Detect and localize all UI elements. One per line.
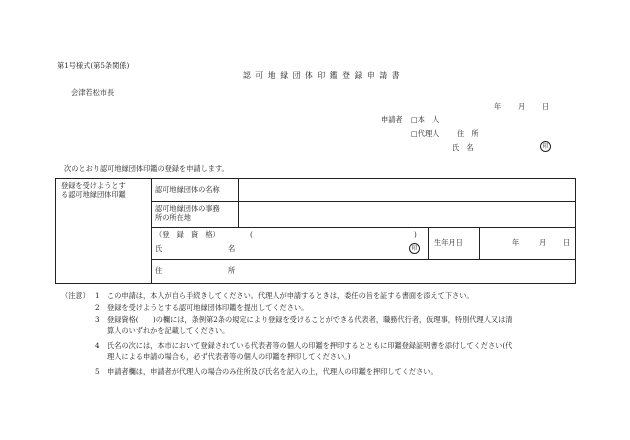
note-number: 4 [95, 341, 100, 350]
name-label-right: 名 [228, 244, 236, 253]
birthdate-label: 生年月日 [434, 238, 463, 247]
intro-text: 次のとおり認可地縁団体印鑑の登録を申請します。 [64, 164, 229, 173]
seal-icon: 印 [409, 243, 420, 254]
note-text: 算人のいずれかを記載してください。 [107, 326, 230, 335]
date-year: 年 [494, 102, 502, 111]
applicant-seal-icon: 印 [540, 141, 551, 152]
note-number: 1 [95, 291, 100, 300]
table-divider [428, 227, 429, 259]
address-label-right: 所 [228, 266, 236, 275]
page-title: 認可地縁団体印鑑登録申請書 [243, 71, 405, 80]
note-text: 理人による申請の場合も，必ず代表者等の個人の印鑑を押印してください。) [107, 352, 351, 361]
notes-label: （注意） [61, 291, 90, 300]
applicant-address-label: 住 所 [457, 129, 479, 138]
address-label-left: 住 [155, 266, 163, 275]
registration-table [55, 178, 576, 284]
note-text: 登録資格( )の欄には，条例第2条の規定により登録を受けることができる代表者，職務代行者，仮理事，特別代理人又は清 [107, 315, 513, 324]
seal-header-line2: る認可地縁団体印鑑 [61, 190, 126, 199]
date-day: 日 [542, 102, 550, 111]
applicant-agent-checkbox[interactable]: □代理人 [411, 129, 440, 138]
table-divider [151, 259, 575, 260]
table-divider [151, 227, 575, 228]
note-number: 5 [95, 367, 100, 376]
note-number: 3 [95, 315, 100, 324]
birth-month: 月 [539, 238, 547, 247]
table-divider [151, 201, 575, 202]
seal-header-line1: 登録を受けようとす [61, 181, 126, 190]
date-month: 月 [518, 102, 526, 111]
note-text: この申請は，本人が自ら手続きしてください。代理人が申請するときは，委任の旨を証する書面を添えて下さい。 [107, 291, 474, 300]
applicant-self-checkbox[interactable]: □本 人 [411, 115, 440, 124]
qualification-paren-open: ( [250, 230, 253, 239]
form-number: 第1号様式(第5条関係) [57, 61, 130, 70]
birth-day: 日 [563, 238, 571, 247]
table-divider [238, 178, 239, 227]
name-label-left: 氏 [155, 244, 163, 253]
office-label-line2: 所の所在地 [155, 213, 191, 222]
birth-year: 年 [512, 238, 520, 247]
note-text: 登録を受けようとする認可地縁団体印鑑を提出してください。 [107, 303, 309, 312]
qualification-label: （登 録 資 格） [155, 230, 220, 239]
table-divider [479, 227, 480, 259]
applicant-label: 申請者 [381, 115, 403, 124]
qualification-paren-close: ) [414, 230, 417, 239]
note-text: 氏名の次には，本市において登録されている代表者等の個人の印鑑を押印するとともに印鑑登録証明書を添付してください(代 [107, 341, 513, 350]
org-name-label: 認可地縁団体の名称 [155, 185, 220, 194]
table-divider [151, 178, 152, 283]
office-label-line1: 認可地縁団体の事務 [155, 204, 220, 213]
note-number: 2 [95, 303, 100, 312]
addressee: 会津若松市長 [71, 88, 115, 97]
note-text: 申請者欄は，申請者が代理人の場合のみ住所及び氏名を記入の上，代理人の印鑑を押印してください。 [107, 367, 438, 376]
applicant-name-label: 氏 名 [452, 143, 474, 152]
